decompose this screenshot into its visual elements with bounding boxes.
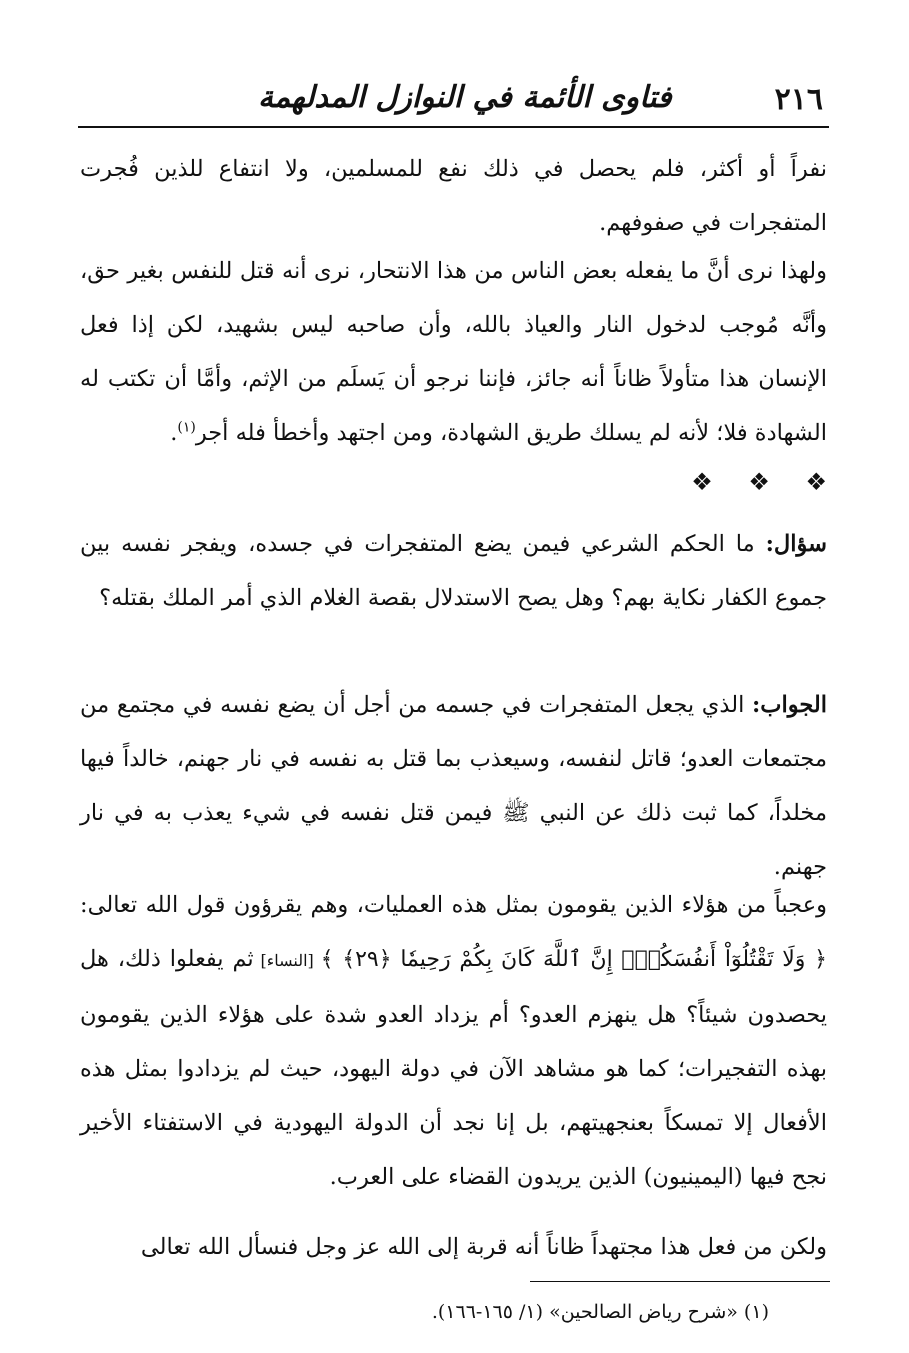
surah-reference: [النساء] (253, 951, 321, 970)
footnote-marker: (١) (177, 419, 196, 436)
paragraph-5-text (80, 878, 827, 1204)
answer-body: الذي يجعل المتفجرات في جسمه من أجل أن يضع نفسه في مجتمع من مجتمعات العدو؛ قاتل لنفسه، وسيعذب بما قتل به نفسه في نار جهنم، خالداً فيها مخلداً، كما ثبت ذلك عن النبي ﷺ فيمن قتل نفسه في شيء يعذب به في نار جهنم. (80, 692, 827, 880)
paragraph-5 (80, 878, 827, 1204)
answer-text (80, 678, 827, 894)
paragraph-5-start: وعجباً من هؤلاء الذين يقومون بمثل هذه العمليات، وهم يقرؤون قول الله تعالى: (80, 892, 827, 918)
question-text (80, 517, 827, 625)
paragraph-6 (80, 1220, 827, 1274)
paragraph-5-rest: ثم يفعلوا ذلك، هل يحصدون شيئاً؟ هل ينهزم العدو؟ أم يزداد العدو شدة على هؤلاء الذين يقومون بهذه التفجيرات؛ كما هو مشاهد الآن في دولة اليهود، حيث لم يزدادوا بمثل هذه الأفعال إلا تمسكاً بعنجهيتهم، بل إنا نجد أن الدولة اليهودية في الاستفتاء الأخير نجح فيها (اليمينيون) الذين يريدون القضاء على العرب. (80, 946, 827, 1190)
quran-verse: ﴿ وَلَا تَقْتُلُوٓاْ أَنفُسَكُمْۚ إِنَّ ٱللَّهَ كَانَ بِكُمْ رَحِيمٗا ﴿٢٩﴾ ﴾ (320, 947, 827, 972)
answer-label: الجواب: (752, 692, 827, 718)
paragraph-1 (80, 142, 827, 250)
paragraph-1-text: نفراً أو أكثر، فلم يحصل في ذلك نفع للمسلمين، ولا انتفاع للذين فُجرت المتفجرات في صفوفهم. (80, 156, 827, 236)
book-title: فتاوى الأئمة في النوازل المدلهمة (258, 80, 672, 115)
paragraph-2-end: . (170, 420, 178, 446)
footnote-divider (530, 1281, 830, 1282)
section-separator: ❖ ❖ ❖ (691, 468, 827, 496)
paragraph-6-text: ولكن من فعل هذا مجتهداً ظاناً أنه قربة إلى الله عز وجل فنسأل الله تعالى (140, 1234, 827, 1260)
paragraph-2 (80, 244, 827, 460)
question-paragraph (80, 517, 827, 625)
question-body: ما الحكم الشرعي فيمن يضع المتفجرات في جسده، ويفجر نفسه بين جموع الكفار نكاية بهم؟ وهل يصح الاستدلال بقصة الغلام الذي أمر الملك بقتله؟ (80, 531, 827, 611)
footnote: (١) «شرح رياض الصالحين» (١/ ١٦٥-١٦٦). (431, 1301, 769, 1323)
page-header (78, 78, 829, 128)
answer-paragraph (80, 678, 827, 894)
paragraph-2-body: ولهذا نرى أنَّ ما يفعله بعض الناس من هذا الانتحار، نرى أنه قتل للنفس بغير حق، وأنَّه مُوجب لدخول النار والعياذ بالله، وأن صاحبه ليس بشهيد، لكن إذا فعل الإنسان هذا متأولاً ظاناً أنه جائز، فإننا نرجو أن يَسلَم من الإثم، وأمَّا أن تكتب له الشهادة فلا؛ لأنه لم يسلك طريق الشهادة، ومن اجتهد وأخطأ فله أجر (80, 258, 827, 446)
page-number: ٢١٦ (774, 82, 823, 117)
paragraph-2-text (80, 244, 827, 460)
question-label: سؤال: (765, 531, 827, 557)
